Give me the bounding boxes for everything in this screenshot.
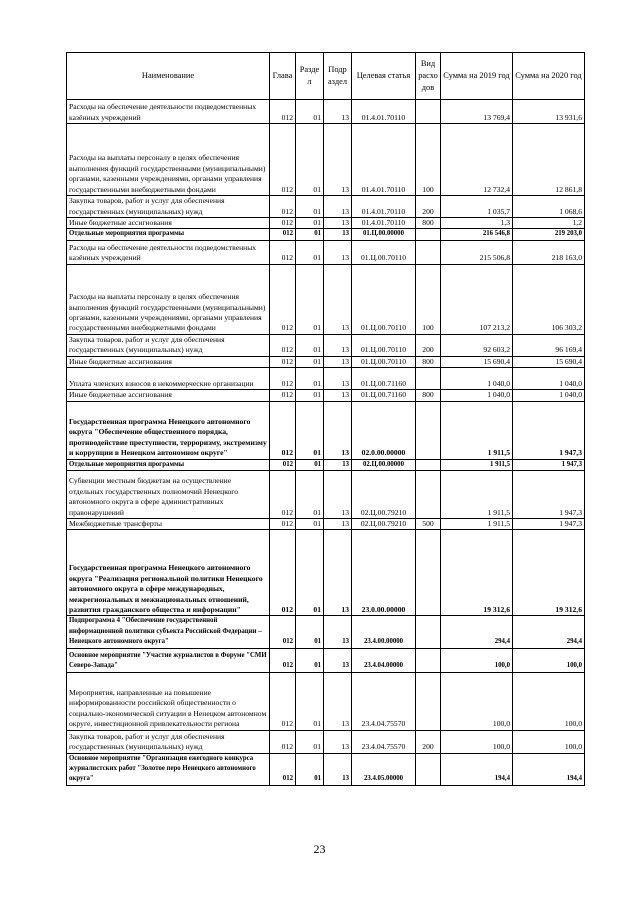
cell-podrazdel: 13 bbox=[324, 648, 352, 672]
cell-podrazdel: 13 bbox=[324, 196, 352, 218]
cell-razdel: 01 bbox=[296, 240, 324, 264]
cell-name: Основное мероприятие "Организация ежегодного конкурса журналистских работ "Золотое перо Ненецкого автономного округа" bbox=[67, 753, 270, 785]
cell-razdel: 01 bbox=[296, 334, 324, 356]
cell-razdel: 01 bbox=[296, 218, 324, 229]
cell-podrazdel: 13 bbox=[324, 218, 352, 229]
cell-razdel: 01 bbox=[296, 753, 324, 785]
cell-glava: 012 bbox=[270, 229, 296, 240]
cell-name: Расходы на обеспечение деятельности подведомственных казённых учреждений bbox=[67, 240, 270, 264]
cell-vid bbox=[416, 616, 441, 648]
cell-celevaya: 01.4.01.70110 bbox=[352, 100, 416, 124]
cell-sum2019: 100,0 bbox=[441, 672, 513, 730]
table-row bbox=[67, 753, 585, 785]
cell-razdel: 01 bbox=[296, 401, 324, 459]
header-razdel: Разде л bbox=[296, 53, 324, 100]
cell-celevaya: 02.Ц.00.00000 bbox=[352, 459, 416, 470]
cell-name: Отдельные мероприятия программы bbox=[67, 229, 270, 240]
cell-name: Государственная программа Ненецкого автономного округа "Обеспечение общественного порядка, противодействие преступности, терроризму, экстремизму и коррупции в Ненецком автономном округе" bbox=[67, 401, 270, 459]
cell-vid bbox=[416, 648, 441, 672]
table-row bbox=[67, 530, 585, 616]
cell-sum2020: 1 947,3 bbox=[513, 519, 585, 530]
cell-glava: 012 bbox=[270, 730, 296, 753]
cell-podrazdel: 13 bbox=[324, 124, 352, 196]
cell-razdel: 01 bbox=[296, 616, 324, 648]
cell-sum2019: 216 546,8 bbox=[441, 229, 513, 240]
cell-glava: 012 bbox=[270, 401, 296, 459]
cell-sum2019: 107 213,2 bbox=[441, 264, 513, 334]
cell-podrazdel: 13 bbox=[324, 672, 352, 730]
table-row bbox=[67, 368, 585, 390]
cell-sum2020: 1 068,6 bbox=[513, 196, 585, 218]
header-sum2019: Сумма на 2019 год bbox=[441, 53, 513, 100]
cell-glava: 012 bbox=[270, 390, 296, 401]
cell-podrazdel: 13 bbox=[324, 401, 352, 459]
cell-razdel: 01 bbox=[296, 530, 324, 616]
table-row bbox=[67, 390, 585, 401]
cell-name: Межбюджетные трансферты bbox=[67, 519, 270, 530]
cell-name: Мероприятия, направленные на повышение информированности российской общественности о социально-экономической ситуации в Ненецком автономном округе, инвестиционной привлекательности региона bbox=[67, 672, 270, 730]
cell-vid bbox=[416, 471, 441, 519]
table-header-row bbox=[67, 53, 585, 100]
cell-sum2019: 1,3 bbox=[441, 218, 513, 229]
table-row bbox=[67, 471, 585, 519]
table-row bbox=[67, 334, 585, 356]
cell-name: Расходы на выплаты персоналу в целях обеспечения выполнения функций государственными (муниципальными) органами, казенными учреждениями, органами управления государственными внебюджетными фондами bbox=[67, 264, 270, 334]
cell-celevaya: 23.0.00.00000 bbox=[352, 530, 416, 616]
cell-sum2019: 100,0 bbox=[441, 648, 513, 672]
cell-glava: 012 bbox=[270, 240, 296, 264]
cell-podrazdel: 13 bbox=[324, 368, 352, 390]
page-number: 23 bbox=[313, 842, 326, 856]
cell-sum2020: 218 163,0 bbox=[513, 240, 585, 264]
cell-sum2019: 215 506,8 bbox=[441, 240, 513, 264]
cell-podrazdel: 13 bbox=[324, 229, 352, 240]
cell-sum2019: 13 769,4 bbox=[441, 100, 513, 124]
header-name: Наименование bbox=[67, 53, 270, 100]
cell-glava: 012 bbox=[270, 356, 296, 367]
cell-sum2019: 1 040,0 bbox=[441, 390, 513, 401]
cell-name: Иные бюджетные ассигнования bbox=[67, 218, 270, 229]
cell-sum2019: 1 911,5 bbox=[441, 401, 513, 459]
cell-sum2020: 106 303,2 bbox=[513, 264, 585, 334]
cell-sum2020: 100,0 bbox=[513, 648, 585, 672]
cell-celevaya: 01.Ц.00.70110 bbox=[352, 240, 416, 264]
table-row bbox=[67, 264, 585, 334]
cell-glava: 012 bbox=[270, 519, 296, 530]
cell-celevaya: 02.0.00.00000 bbox=[352, 401, 416, 459]
header-sum2020: Сумма на 2020 год bbox=[513, 53, 585, 100]
cell-vid: 100 bbox=[416, 124, 441, 196]
table-row bbox=[67, 229, 585, 240]
cell-name: Субвенции местным бюджетам на осуществление отдельных государственных полномочий Ненецкого автономного округа в сфере административных правонарушений bbox=[67, 471, 270, 519]
cell-glava: 012 bbox=[270, 264, 296, 334]
cell-sum2019: 15 690,4 bbox=[441, 356, 513, 367]
table-row bbox=[67, 730, 585, 753]
cell-sum2020: 1,2 bbox=[513, 218, 585, 229]
cell-glava: 012 bbox=[270, 218, 296, 229]
cell-celevaya: 01.4.01.70110 bbox=[352, 196, 416, 218]
table-row bbox=[67, 124, 585, 196]
cell-sum2019: 194,4 bbox=[441, 753, 513, 785]
cell-name: Отдельные мероприятия программы bbox=[67, 459, 270, 470]
cell-sum2019: 12 732,4 bbox=[441, 124, 513, 196]
cell-name: Закупка товаров, работ и услуг для обеспечения государственных (муниципальных) нужд bbox=[67, 730, 270, 753]
cell-name: Расходы на обеспечение деятельности подведомственных казённых учреждений bbox=[67, 100, 270, 124]
cell-vid: 800 bbox=[416, 390, 441, 401]
cell-name: Подпрограмма 4 "Обеспечение государственной информационной политики субъекта Российской Федерации – Ненецкого автономного округа" bbox=[67, 616, 270, 648]
cell-sum2019: 1 040,0 bbox=[441, 368, 513, 390]
table-row bbox=[67, 100, 585, 124]
cell-razdel: 01 bbox=[296, 100, 324, 124]
table-row bbox=[67, 401, 585, 459]
header-vid: Вид расхо дов bbox=[416, 53, 441, 100]
cell-glava: 012 bbox=[270, 672, 296, 730]
cell-glava: 012 bbox=[270, 459, 296, 470]
cell-glava: 012 bbox=[270, 616, 296, 648]
cell-razdel: 01 bbox=[296, 196, 324, 218]
cell-celevaya: 23.4.04.75570 bbox=[352, 730, 416, 753]
table-row bbox=[67, 218, 585, 229]
cell-sum2020: 1 947,3 bbox=[513, 471, 585, 519]
table-row bbox=[67, 196, 585, 218]
cell-sum2020: 1 947,3 bbox=[513, 401, 585, 459]
cell-celevaya: 23.4.05.00000 bbox=[352, 753, 416, 785]
cell-name: Иные бюджетные ассигнования bbox=[67, 356, 270, 367]
cell-sum2020: 19 312,6 bbox=[513, 530, 585, 616]
cell-celevaya: 01.Ц.00.00000 bbox=[352, 229, 416, 240]
cell-vid bbox=[416, 240, 441, 264]
cell-podrazdel: 13 bbox=[324, 100, 352, 124]
cell-name: Иные бюджетные ассигнования bbox=[67, 390, 270, 401]
cell-sum2020: 219 203,0 bbox=[513, 229, 585, 240]
cell-sum2020: 294,4 bbox=[513, 616, 585, 648]
cell-name: Государственная программа Ненецкого автономного округа "Реализация региональной политики Ненецкого автономного округа в сфере международных, межрегиональных и межнациональных отношений, развития гражданского общества и информации" bbox=[67, 530, 270, 616]
cell-celevaya: 02.Ц.00.79210 bbox=[352, 471, 416, 519]
cell-name: Закупка товаров, работ и услуг для обеспечения государственных (муниципальных) нужд bbox=[67, 334, 270, 356]
cell-vid: 800 bbox=[416, 356, 441, 367]
cell-vid: 500 bbox=[416, 519, 441, 530]
header-celevaya: Целевая статья bbox=[352, 53, 416, 100]
cell-celevaya: 01.4.01.70110 bbox=[352, 218, 416, 229]
cell-razdel: 01 bbox=[296, 264, 324, 334]
cell-vid bbox=[416, 459, 441, 470]
cell-celevaya: 01.Ц.00.71160 bbox=[352, 390, 416, 401]
cell-sum2019: 92 603,2 bbox=[441, 334, 513, 356]
cell-vid bbox=[416, 401, 441, 459]
cell-vid: 800 bbox=[416, 218, 441, 229]
cell-podrazdel: 13 bbox=[324, 334, 352, 356]
cell-name: Расходы на выплаты персоналу в целях обеспечения выполнения функций государственными (муниципальными) органами, казенными учреждениями, органами управления государственными внебюджетными фондами bbox=[67, 124, 270, 196]
cell-razdel: 01 bbox=[296, 124, 324, 196]
cell-sum2020: 100,0 bbox=[513, 672, 585, 730]
cell-celevaya: 01.4.01.70110 bbox=[352, 124, 416, 196]
cell-glava: 012 bbox=[270, 753, 296, 785]
table-row bbox=[67, 616, 585, 648]
cell-celevaya: 01.Ц.00.70110 bbox=[352, 334, 416, 356]
cell-glava: 012 bbox=[270, 368, 296, 390]
table-row bbox=[67, 672, 585, 730]
cell-podrazdel: 13 bbox=[324, 264, 352, 334]
cell-celevaya: 01.Ц.00.70110 bbox=[352, 356, 416, 367]
cell-name: Основное мероприятие "Участие журналистов в Форуме "СМИ Северо-Запада" bbox=[67, 648, 270, 672]
cell-razdel: 01 bbox=[296, 648, 324, 672]
cell-celevaya: 01.Ц.00.70110 bbox=[352, 264, 416, 334]
cell-glava: 012 bbox=[270, 334, 296, 356]
budget-table bbox=[66, 52, 585, 786]
cell-glava: 012 bbox=[270, 124, 296, 196]
cell-vid bbox=[416, 753, 441, 785]
cell-razdel: 01 bbox=[296, 368, 324, 390]
cell-vid: 100 bbox=[416, 264, 441, 334]
cell-vid bbox=[416, 100, 441, 124]
cell-sum2020: 13 931,6 bbox=[513, 100, 585, 124]
table-row bbox=[67, 459, 585, 470]
cell-celevaya: 02.Ц.00.79210 bbox=[352, 519, 416, 530]
cell-name: Закупка товаров, работ и услуг для обеспечения государственных (муниципальных) нужд bbox=[67, 196, 270, 218]
cell-glava: 012 bbox=[270, 196, 296, 218]
cell-sum2020: 12 861,8 bbox=[513, 124, 585, 196]
cell-vid bbox=[416, 229, 441, 240]
cell-name: Уплата членских взносов в некоммерческие организации bbox=[67, 368, 270, 390]
cell-razdel: 01 bbox=[296, 356, 324, 367]
cell-podrazdel: 13 bbox=[324, 356, 352, 367]
cell-podrazdel: 13 bbox=[324, 616, 352, 648]
cell-sum2019: 1 911,5 bbox=[441, 519, 513, 530]
cell-podrazdel: 13 bbox=[324, 390, 352, 401]
cell-podrazdel: 13 bbox=[324, 240, 352, 264]
cell-podrazdel: 13 bbox=[324, 471, 352, 519]
cell-sum2020: 1 040,0 bbox=[513, 390, 585, 401]
cell-razdel: 01 bbox=[296, 390, 324, 401]
cell-celevaya: 23.4.04.00000 bbox=[352, 648, 416, 672]
cell-sum2020: 15 690,4 bbox=[513, 356, 585, 367]
cell-sum2020: 1 040,0 bbox=[513, 368, 585, 390]
cell-sum2020: 96 169,4 bbox=[513, 334, 585, 356]
cell-sum2020: 1 947,3 bbox=[513, 459, 585, 470]
cell-sum2019: 1 911,5 bbox=[441, 471, 513, 519]
cell-sum2019: 1 911,5 bbox=[441, 459, 513, 470]
table-row bbox=[67, 356, 585, 367]
header-podrazdel: Подр аздел bbox=[324, 53, 352, 100]
cell-vid: 200 bbox=[416, 334, 441, 356]
cell-podrazdel: 13 bbox=[324, 530, 352, 616]
cell-celevaya: 23.4.00.00000 bbox=[352, 616, 416, 648]
cell-glava: 012 bbox=[270, 100, 296, 124]
table-row bbox=[67, 240, 585, 264]
cell-glava: 012 bbox=[270, 471, 296, 519]
cell-podrazdel: 13 bbox=[324, 459, 352, 470]
cell-podrazdel: 13 bbox=[324, 730, 352, 753]
cell-vid bbox=[416, 530, 441, 616]
cell-razdel: 01 bbox=[296, 229, 324, 240]
table-row bbox=[67, 519, 585, 530]
cell-podrazdel: 13 bbox=[324, 753, 352, 785]
cell-vid bbox=[416, 672, 441, 730]
cell-razdel: 01 bbox=[296, 672, 324, 730]
header-glava: Глава bbox=[270, 53, 296, 100]
cell-vid bbox=[416, 368, 441, 390]
cell-podrazdel: 13 bbox=[324, 519, 352, 530]
cell-vid: 200 bbox=[416, 196, 441, 218]
cell-razdel: 01 bbox=[296, 471, 324, 519]
cell-razdel: 01 bbox=[296, 519, 324, 530]
cell-razdel: 01 bbox=[296, 730, 324, 753]
table-row bbox=[67, 648, 585, 672]
cell-sum2019: 19 312,6 bbox=[441, 530, 513, 616]
cell-sum2020: 100,0 bbox=[513, 730, 585, 753]
cell-celevaya: 01.Ц.00.71160 bbox=[352, 368, 416, 390]
cell-razdel: 01 bbox=[296, 459, 324, 470]
cell-glava: 012 bbox=[270, 530, 296, 616]
cell-vid: 200 bbox=[416, 730, 441, 753]
cell-sum2020: 194,4 bbox=[513, 753, 585, 785]
cell-sum2019: 294,4 bbox=[441, 616, 513, 648]
cell-sum2019: 1 035,7 bbox=[441, 196, 513, 218]
cell-glava: 012 bbox=[270, 648, 296, 672]
cell-sum2019: 100,0 bbox=[441, 730, 513, 753]
cell-celevaya: 23.4.04.75570 bbox=[352, 672, 416, 730]
